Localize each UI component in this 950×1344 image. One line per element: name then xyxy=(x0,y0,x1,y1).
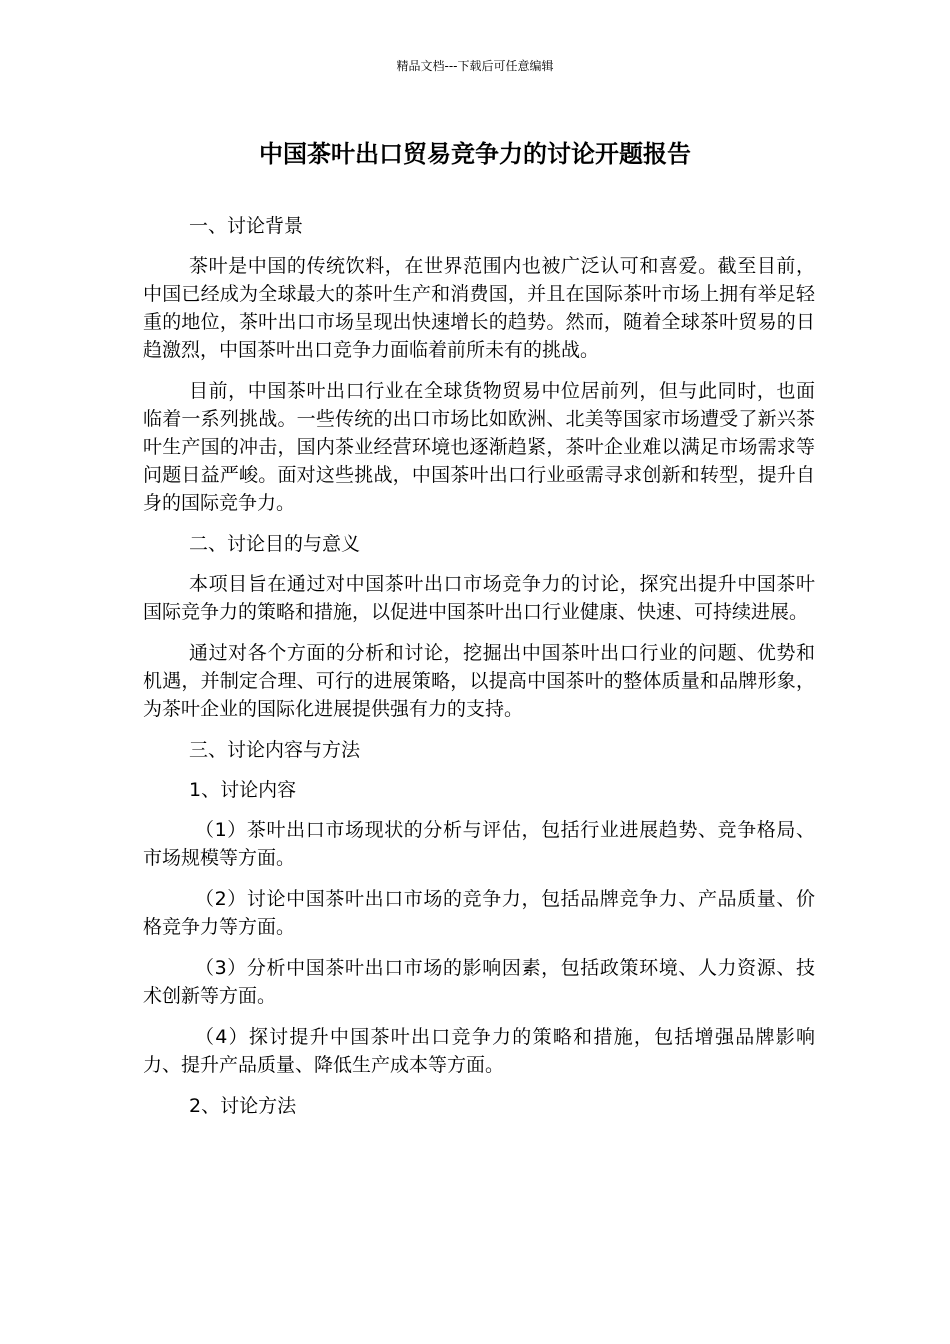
section-heading-purpose: 二、讨论目的与意义 xyxy=(189,533,361,555)
section-heading-content-method: 三、讨论内容与方法 xyxy=(189,739,361,761)
paragraph: 通过对各个方面的分析和讨论，挖掘出中国茶叶出口行业的问题、优势和机遇，并制定合理、可行的进展策略，以提高中国茶叶的整体质量和品牌形象，为茶叶企业的国际化进展提供强有力的支持。 xyxy=(143,642,815,720)
list-item: （3）分析中国茶叶出口市场的影响因素，包括政策环境、人力资源、技术创新等方面。 xyxy=(143,957,815,1007)
list-item: （4）探讨提升中国茶叶出口竞争力的策略和措施，包括增强品牌影响力、提升产品质量、降低生产成本等方面。 xyxy=(143,1026,815,1076)
paragraph: 目前，中国茶叶出口行业在全球货物贸易中位居前列，但与此同时，也面临着一系列挑战。一些传统的出口市场比如欧洲、北美等国家市场遭受了新兴茶叶生产国的冲击，国内茶业经营环境也逐渐趋紧，茶叶企业难以满足市场需求等问题日益严峻。面对这些挑战，中国茶叶出口行业亟需寻求创新和转型，提升自身的国际竞争力。 xyxy=(143,380,815,514)
document-body xyxy=(143,212,815,1132)
paragraph: 茶叶是中国的传统饮料，在世界范围内也被广泛认可和喜爱。截至目前，中国已经成为全球最大的茶叶生产和消费国，并且在国际茶叶市场上拥有举足轻重的地位，茶叶出口市场呈现出快速增长的趋势。然而，随着全球茶叶贸易的日趋激烈，中国茶叶出口竞争力面临着前所未有的挑战。 xyxy=(143,255,815,361)
list-item: （1）茶叶出口市场现状的分析与评估，包括行业进展趋势、竞争格局、市场规模等方面。 xyxy=(143,819,815,869)
subsection-heading-content: 1、讨论内容 xyxy=(189,779,297,801)
subsection-heading-method: 2、讨论方法 xyxy=(189,1095,297,1117)
list-item: （2）讨论中国茶叶出口市场的竞争力，包括品牌竞争力、产品质量、价格竞争力等方面。 xyxy=(143,888,815,938)
page-header: 精品文档---下载后可任意编辑 xyxy=(396,59,554,73)
section-heading-background: 一、讨论背景 xyxy=(189,215,304,237)
paragraph: 本项目旨在通过对中国茶叶出口市场竞争力的讨论，探究出提升中国茶叶国际竞争力的策略和措施，以促进中国茶叶出口行业健康、快速、可持续进展。 xyxy=(143,573,815,623)
document-title: 中国茶叶出口贸易竞争力的讨论开题报告 xyxy=(259,140,691,168)
